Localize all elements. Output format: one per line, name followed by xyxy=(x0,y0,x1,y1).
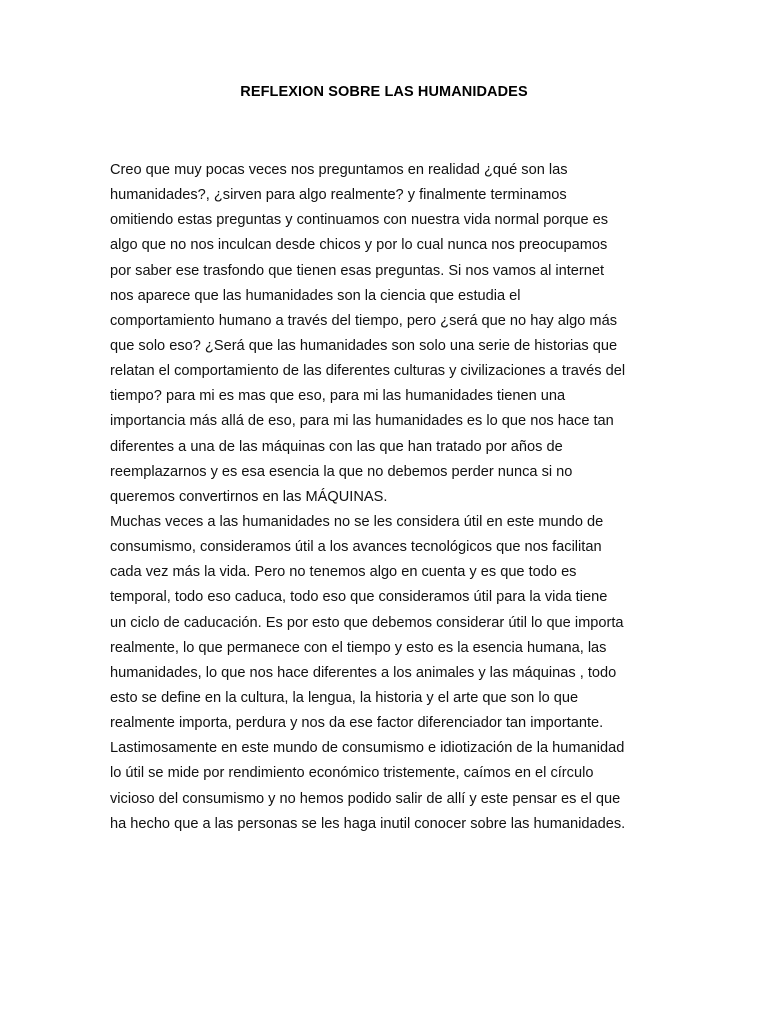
body-line: tiempo? para mi es mas que eso, para mi las humanidades tienen una xyxy=(110,388,566,405)
body-line: realmente, lo que permanece con el tiempo y esto es la esencia humana, las xyxy=(110,639,607,656)
body-line: temporal, todo eso caduca, todo eso que consideramos útil para la vida tiene xyxy=(110,589,608,606)
body-line: relatan el comportamiento de las diferentes culturas y civilizaciones a través del xyxy=(110,363,626,380)
document-title: REFLEXION SOBRE LAS HUMANIDADES xyxy=(240,84,528,100)
body-line: realmente importa, perdura y nos da ese factor diferenciador tan importante. xyxy=(110,715,604,732)
body-line: queremos convertirnos en las MÁQUINAS. xyxy=(110,488,388,505)
body-line: consumismo, consideramos útil a los avances tecnológicos que nos facilitan xyxy=(110,539,602,556)
body-line: un ciclo de caducación. Es por esto que debemos considerar útil lo que importa xyxy=(110,614,624,631)
body-line: algo que no nos inculcan desde chicos y por lo cual nunca nos preocupamos xyxy=(110,237,608,254)
body-line: comportamiento humano a través del tiempo, pero ¿será que no hay algo más xyxy=(110,312,618,329)
body-line: humanidades, lo que nos hace diferentes a los animales y las máquinas , todo xyxy=(110,664,617,681)
body-line: ha hecho que a las personas se les haga inutil conocer sobre las humanidades. xyxy=(110,815,626,832)
body-line: esto se define en la cultura, la lengua, la historia y el arte que son lo que xyxy=(110,689,579,706)
body-line: importancia más allá de eso, para mi las humanidades es lo que nos hace tan xyxy=(110,413,614,430)
body-line: vicioso del consumismo y no hemos podido salir de allí y este pensar es el que xyxy=(110,790,621,807)
body-line: Creo que muy pocas veces nos preguntamos en realidad ¿qué son las xyxy=(110,162,568,178)
body-line: nos aparece que las humanidades son la ciencia que estudia el xyxy=(110,287,521,304)
body-line: Lastimosamente en este mundo de consumismo e idiotización de la humanidad xyxy=(110,740,625,757)
body-line: reemplazarnos y es esa esencia la que no debemos perder nunca si no xyxy=(110,463,573,480)
body-line: por saber ese trasfondo que tienen esas preguntas. Si nos vamos al internet xyxy=(110,262,605,279)
body-line: humanidades?, ¿sirven para algo realmente? y finalmente terminamos xyxy=(110,187,567,204)
body-line: cada vez más la vida. Pero no tenemos algo en cuenta y es que todo es xyxy=(110,564,577,581)
body-line: lo útil se mide por rendimiento económico tristemente, caímos en el círculo xyxy=(110,765,594,782)
document-body xyxy=(110,158,658,837)
body-line: Muchas veces a las humanidades no se les considera útil en este mundo de xyxy=(110,513,604,530)
body-line: diferentes a una de las máquinas con las que han tratado por años de xyxy=(110,438,563,455)
body-line: que solo eso? ¿Será que las humanidades son solo una serie de historias que xyxy=(110,337,618,354)
body-line: omitiendo estas preguntas y continuamos con nuestra vida normal porque es xyxy=(110,212,609,229)
